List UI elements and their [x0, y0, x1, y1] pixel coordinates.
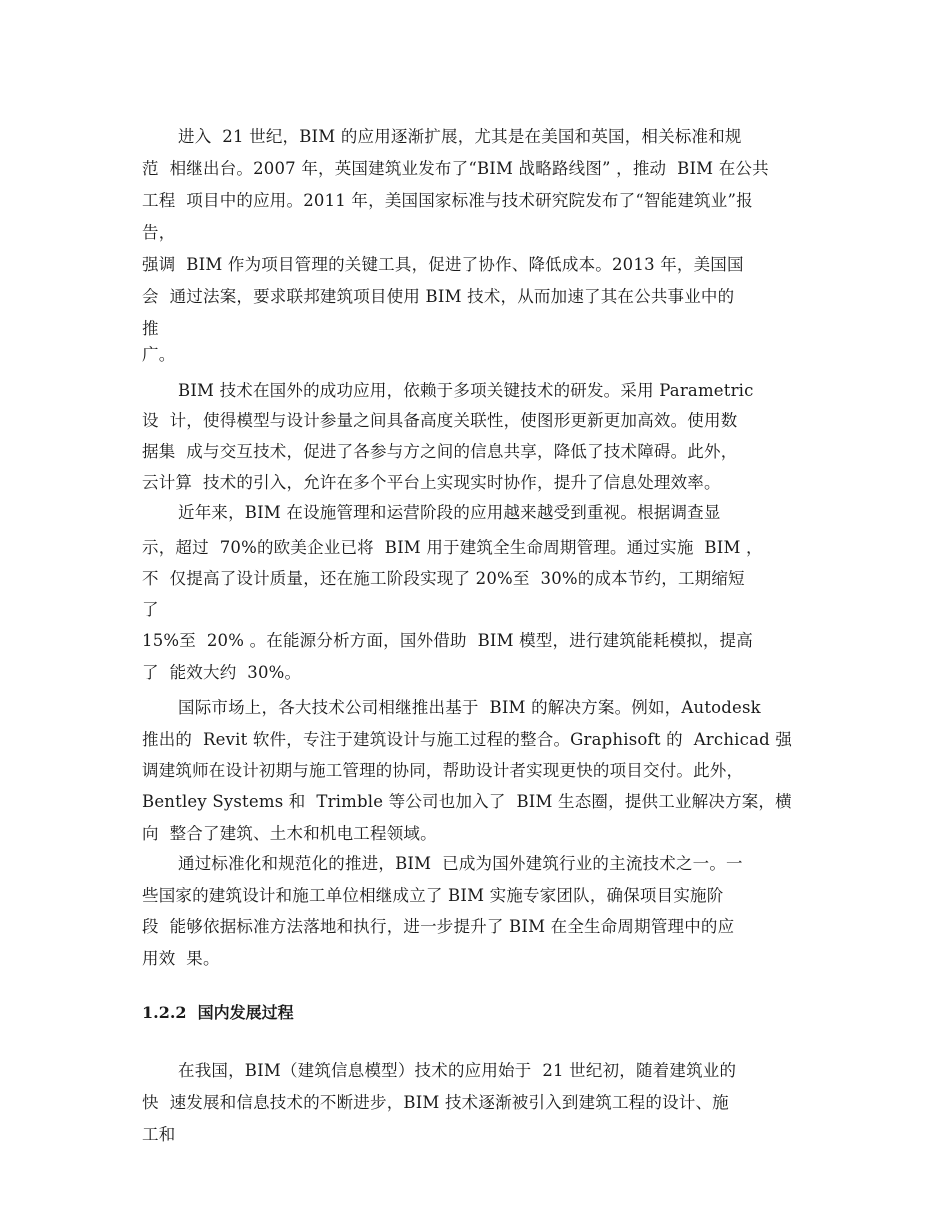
text-line: 了	[142, 600, 159, 619]
text-line: 用效 果。	[142, 949, 220, 968]
text-line: 推出的 Revit 软件，专注于建筑设计与施工过程的整合。Graphisoft 的 Archicad 强	[142, 730, 793, 749]
text-line: 向 整合了建筑、土木和机电工程领域。	[142, 824, 437, 843]
text-line: 段 能够依据标准方法落地和执行，进一步提升了 BIM 在全生命周期管理中的应	[142, 917, 735, 936]
text-line: 不 仅提高了设计质量，还在施工阶段实现了 20%至 30%的成本节约，工期缩短	[142, 569, 745, 588]
text-line: 15%至 20% 。在能源分析方面，国外借助 BIM 模型，进行建筑能耗模拟，提高	[142, 631, 753, 650]
text-line: 在我国，BIM（建筑信息模型）技术的应用始于 21 世纪初，随着建筑业的	[178, 1061, 737, 1080]
text-line: 据集 成与交互技术，促进了各参与方之间的信息共享，降低了技术障碍。此外，	[142, 442, 738, 461]
text-line: 了 能效大约 30%。	[142, 663, 302, 682]
text-line: BIM 技术在国外的成功应用，依赖于多项关键技术的研发。采用 Parametric	[178, 381, 754, 400]
text-line: 云计算 技术的引入，允许在多个平台上实现实时协作，提升了信息处理效率。	[142, 473, 721, 492]
text-line: 告，	[142, 223, 176, 242]
text-line: 些国家的建筑设计和施工单位相继成立了 BIM 实施专家团队，确保项目实施阶	[142, 886, 724, 905]
text-line: 会 通过法案，要求联邦建筑项目使用 BIM 技术，从而加速了其在公共事业中的	[142, 287, 735, 306]
text-line: 范 相继出台。2007 年，英国建筑业发布了“BIM 战略路线图” ，推动 BIM 在公共	[142, 159, 769, 178]
text-line: 通过标准化和规范化的推进，BIM 已成为国外建筑行业的主流技术之一。一	[178, 854, 743, 873]
text-line: 推	[142, 319, 159, 338]
text-line: Bentley Systems 和 Trimble 等公司也加入了 BIM 生态圈，提供工业解决方案，横	[142, 792, 792, 811]
text-line: 设 计，使得模型与设计参量之间具备高度关联性，使图形更新更加高效。使用数	[142, 411, 738, 430]
text-line: 进入 21 世纪，BIM 的应用逐渐扩展，尤其是在美国和英国，相关标准和规	[178, 127, 742, 146]
text-line: 强调 BIM 作为项目管理的关键工具，促进了协作、降低成本。2013 年，美国国	[142, 255, 744, 274]
text-line: 工程 项目中的应用。2011 年，美国国家标准与技术研究院发布了“智能建筑业”报	[142, 191, 753, 210]
section-heading: 1.2.2 国内发展过程	[142, 1003, 294, 1022]
text-line: 工和	[142, 1125, 176, 1144]
text-line: 快 速发展和信息技术的不断进步，BIM 技术逐渐被引入到建筑工程的设计、施	[142, 1093, 729, 1112]
text-line: 示，超过 70%的欧美企业已将 BIM 用于建筑全生命周期管理。通过实施 BIM ，	[142, 538, 763, 557]
text-line: 近年来，BIM 在设施管理和运营阶段的应用越来越受到重视。根据调查显	[178, 503, 721, 522]
text-line: 广。	[142, 345, 176, 364]
text-line: 调建筑师在设计初期与施工管理的协同，帮助设计者实现更快的项目交付。此外，	[142, 761, 744, 780]
text-line: 国际市场上，各大技术公司相继推出基于 BIM 的解决方案。例如，Autodesk	[178, 698, 761, 717]
